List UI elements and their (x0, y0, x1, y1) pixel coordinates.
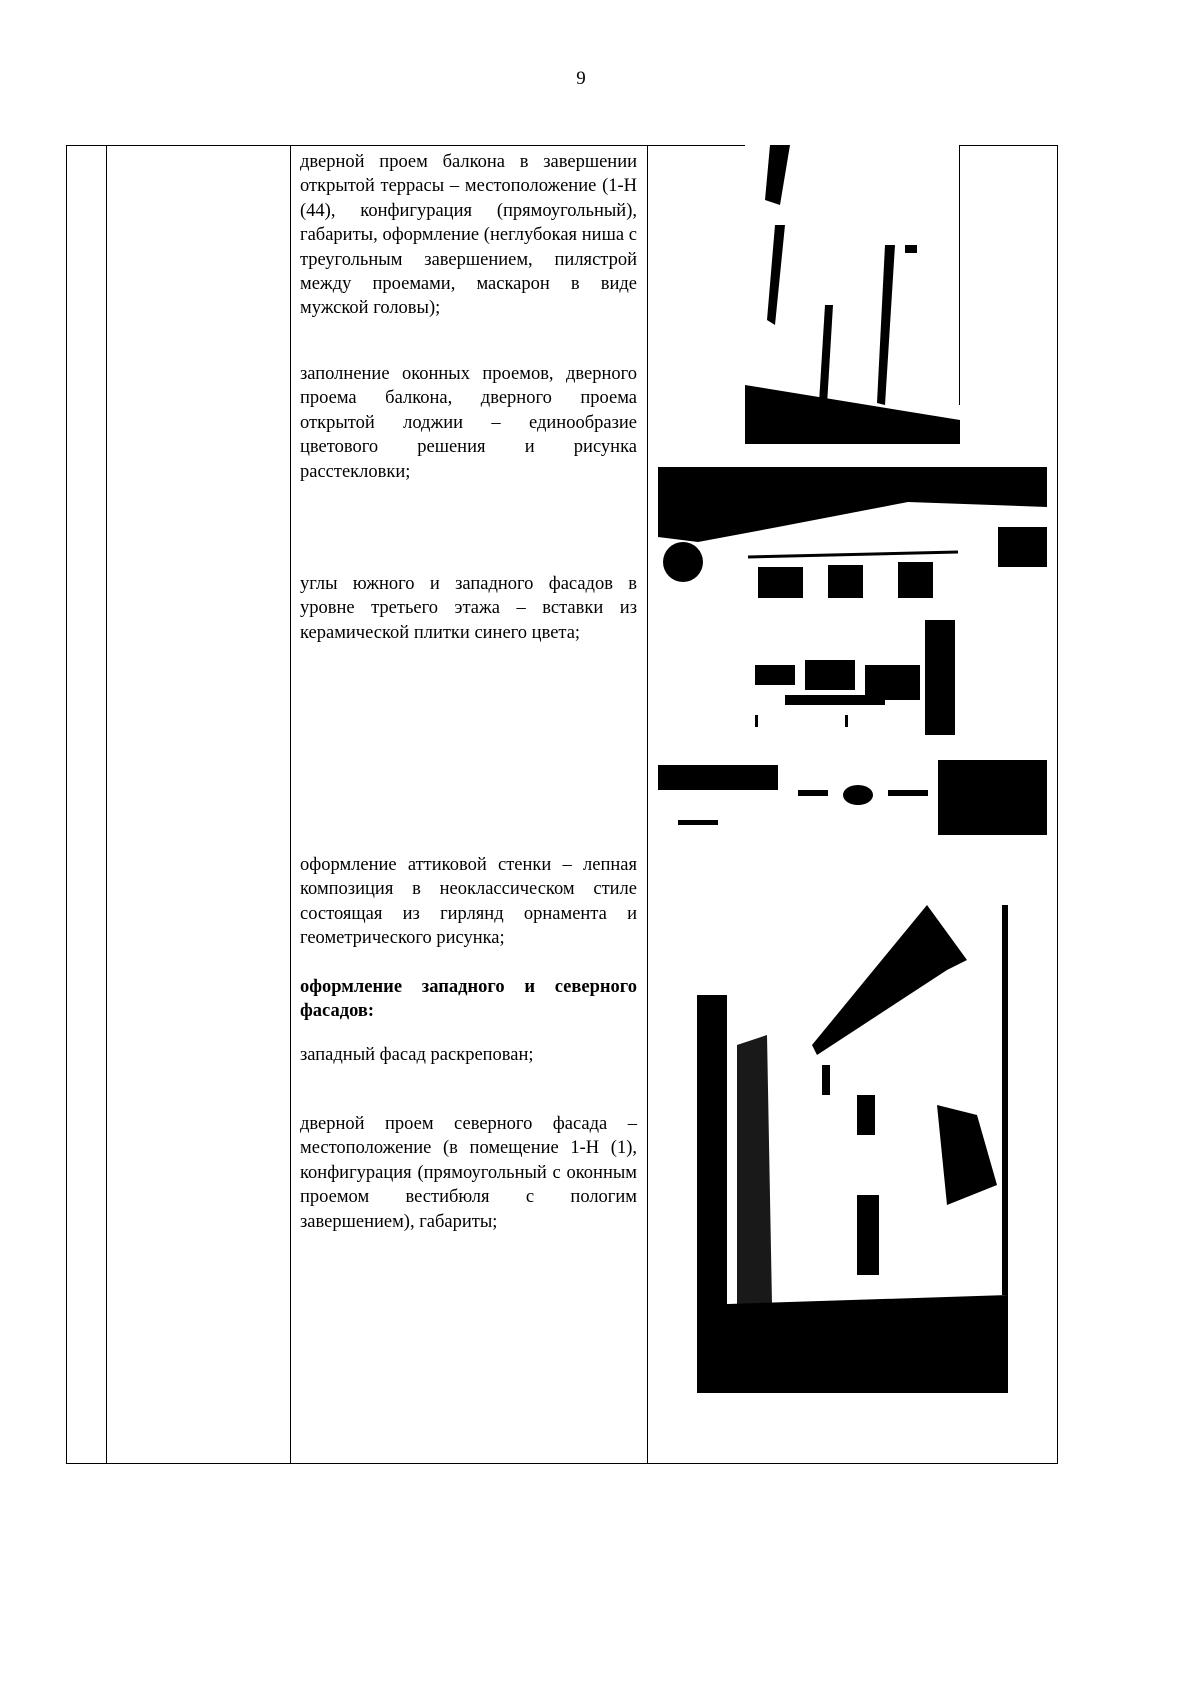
photo-balcony-door (745, 145, 960, 444)
paragraph-north-door: дверной проем северного фасада – местоположение (в помещение 1-Н (1), конфигурация (прямоугольный с оконным проемом вестибюля с пологим завершением), габариты; (300, 1114, 637, 1232)
photo-facade-corner (658, 467, 1047, 598)
photo-attic-ornament (658, 760, 1047, 835)
photo-west-north-facades (697, 905, 1008, 1393)
column-divider (647, 145, 648, 1464)
page-number: 9 (576, 68, 586, 89)
column-divider (290, 145, 291, 1464)
paragraph-facade-corners: углы южного и западного фасадов в уровне третьего этажа – вставки из керамической плитки синего цвета; (300, 574, 637, 643)
paragraph-balcony-door: дверной проем балкона в завершении открытой террасы – местоположение (1-Н (44), конфигурация (прямоугольный), габариты, оформление (неглубокая ниша с треугольным завершением, пилястрой между проемами, маскарон в виде мужской головы); (300, 152, 637, 319)
column-divider (106, 145, 107, 1464)
section-heading-west-north: оформление западного и северного фасадов: (300, 977, 637, 1022)
paragraph-west-facade: западный фасад раскрепован; (300, 1045, 534, 1065)
photo-ceramic-tiles (745, 620, 960, 735)
paragraph-attic-wall: оформление аттиковой стенки – лепная композиция в неоклассическом стиле состоящая из гирлянд орнамента и геометрического рисунка; (300, 855, 637, 949)
paragraph-window-filling: заполнение оконных проемов, дверного проема балкона, дверного проема открытой лоджии – единообразие цветового решения и рисунка расстекловки; (300, 364, 637, 482)
